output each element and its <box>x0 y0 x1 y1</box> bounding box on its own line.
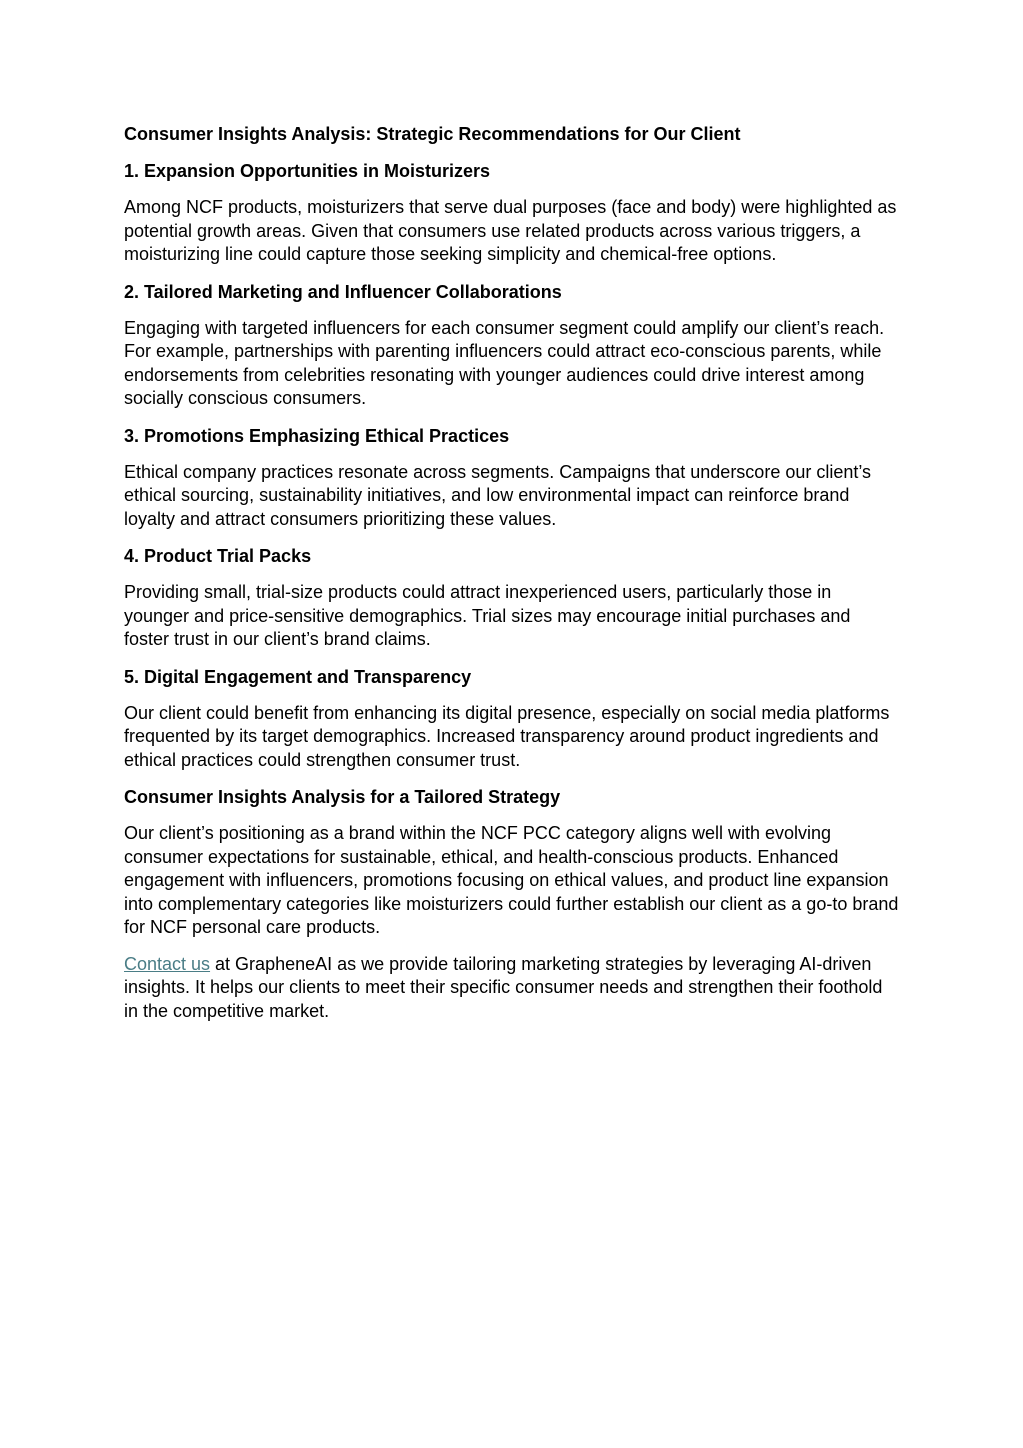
section-heading: Consumer Insights Analysis for a Tailored Strategy <box>124 787 561 807</box>
closing-paragraph <box>124 953 899 1024</box>
section-3 <box>124 424 899 532</box>
section-body: Our client could benefit from enhancing its digital presence, especially on social media platforms frequented by its target demographics. Increased transparency around product ingredients and ethical practices could strengthen consumer trust. <box>124 702 890 770</box>
section-4 <box>124 544 899 652</box>
section-heading: 5. Digital Engagement and Transparency <box>124 666 472 687</box>
section-6 <box>124 785 899 940</box>
section-heading: 1. Expansion Opportunities in Moisturizers <box>124 161 491 181</box>
section-heading: 3. Promotions Emphasizing Ethical Practices <box>124 425 510 446</box>
section-body: Among NCF products, moisturizers that serve dual purposes (face and body) were highlighted as potential growth areas. Given that consumers use related products across various triggers, a moisturizing line could capture those seeking simplicity and chemical-free options. <box>124 197 897 264</box>
contact-us-link[interactable]: Contact us <box>124 953 211 974</box>
section-body: Engaging with targeted influencers for each consumer segment could amplify our client’s reach. For example, partnerships with parenting influencers could attract eco-conscious parents, while endorsements from celebrities resonating with younger audiences could drive interest among socially conscious consumers. <box>124 317 885 408</box>
section-5 <box>124 665 899 773</box>
section-body: Our client’s positioning as a brand within the NCF PCC category aligns well with evolving consumer expectations for sustainable, ethical, and health-conscious products. Enhanced engagement with influencers, promotions focusing on ethical values, and product line expansion into complementary categories like moisturizers could further establish our client as a go-to brand for NCF personal care products. <box>124 823 899 937</box>
section-body: Providing small, trial-size products could attract inexperienced users, particularly those in younger and price-sensitive demographics. Trial sizes may encourage initial purchases and foster trust in our client’s brand claims. <box>124 582 851 649</box>
section-body: Ethical company practices resonate across segments. Campaigns that underscore our client’s ethical sourcing, sustainability initiatives, and low environmental impact can reinforce brand loyalty and attract consumers prioritizing these values. <box>124 461 872 529</box>
closing-text: at GrapheneAI as we provide tailoring marketing strategies by leveraging AI-driven insights. It helps our clients to meet their specific consumer needs and strengthen their foothold in the competitive market. <box>124 953 883 1021</box>
document-title: Consumer Insights Analysis: Strategic Recommendations for Our Client <box>124 124 741 144</box>
document-page <box>124 122 899 1036</box>
section-heading: 4. Product Trial Packs <box>124 546 312 566</box>
section-heading: 2. Tailored Marketing and Influencer Collaborations <box>124 281 562 302</box>
section-1 <box>124 159 899 267</box>
section-2 <box>124 280 899 411</box>
